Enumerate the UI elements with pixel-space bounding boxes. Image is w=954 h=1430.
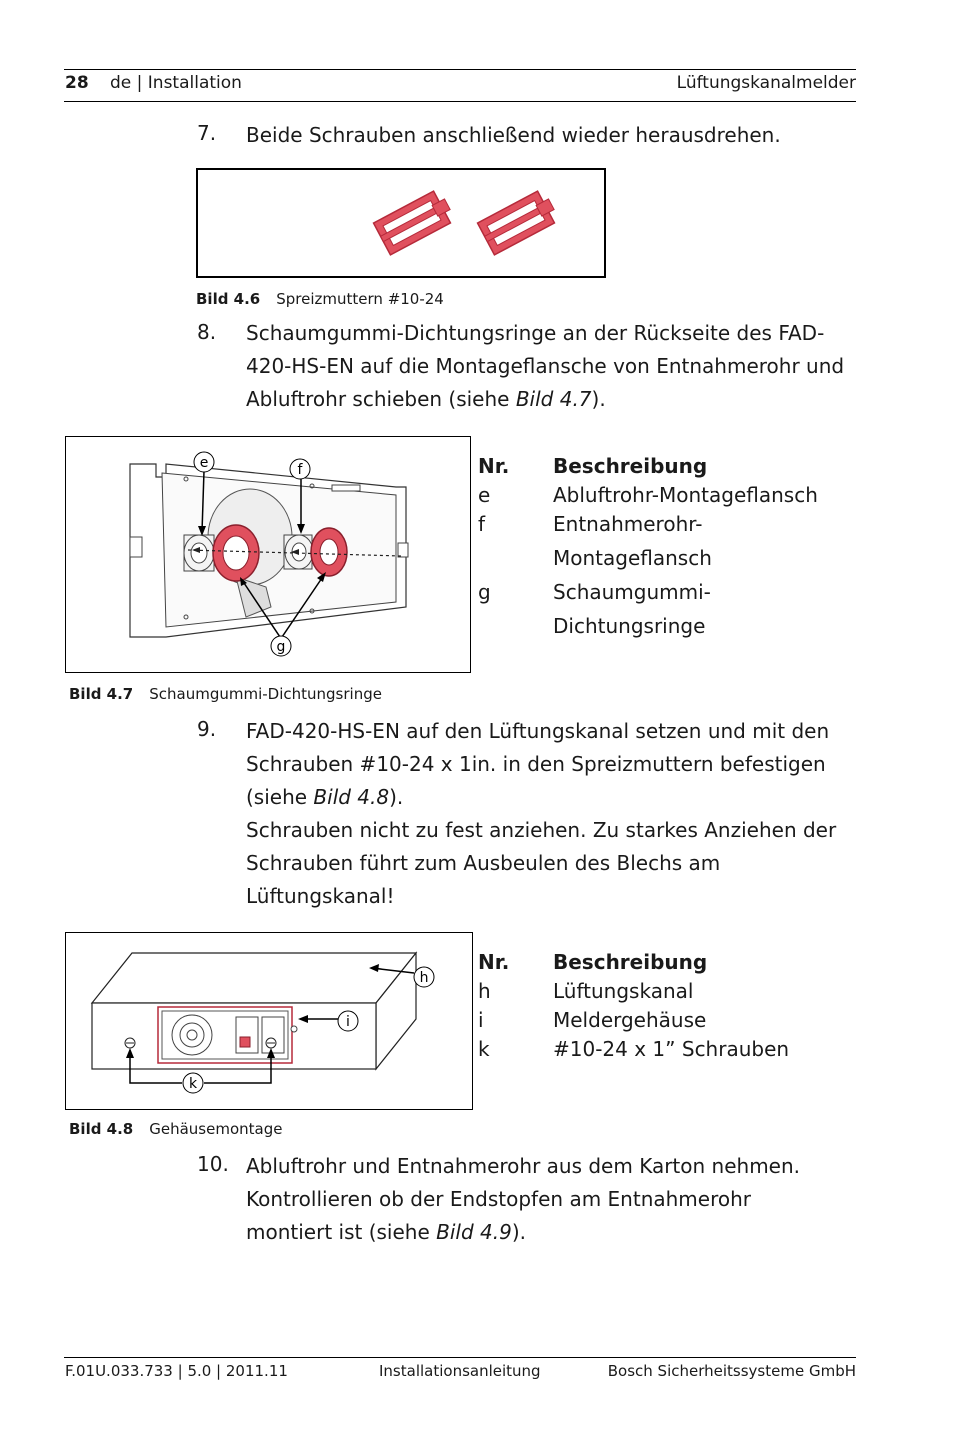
figure-4-7-title: Schaumgummi-Dichtungsringe xyxy=(149,685,382,703)
step-10-number: 10. xyxy=(197,1152,229,1176)
callout-i: i xyxy=(346,1014,350,1030)
figure-4-7-caption xyxy=(69,685,382,703)
callout-k: k xyxy=(188,1076,198,1092)
step-8-line-1: Schaumgummi-Dichtungsringe an der Rückseite des FAD- xyxy=(246,321,825,345)
callout-e: e xyxy=(199,455,209,471)
figure-4-8-image xyxy=(65,932,473,1110)
step-10-text xyxy=(246,1150,800,1249)
figure-4-7-label: Bild 4.7 xyxy=(69,685,134,703)
foam-rings-drawing xyxy=(66,437,470,672)
figure-reference: Bild 4.7 xyxy=(515,387,592,411)
figure-4-8-caption xyxy=(69,1120,282,1138)
step-8-line-3 xyxy=(246,383,844,416)
step-10-line-2: Kontrollieren ob der Endstopfen am Entnahmerohr xyxy=(246,1187,751,1211)
legend-value: Meldergehäuse xyxy=(553,1008,707,1032)
step-9-line-3-pre: (siehe xyxy=(246,785,314,809)
footer-doc-id: F.01U.033.733 | 5.0 | 2011.11 xyxy=(65,1362,288,1380)
footer-rule xyxy=(64,1357,856,1358)
step-10-line-3-pre: montiert ist (siehe xyxy=(246,1220,437,1244)
step-9-line-4: Schrauben nicht zu fest anziehen. Zu starkes Anziehen der xyxy=(246,818,837,842)
header-title: Lüftungskanalmelder xyxy=(676,73,856,93)
figure-4-6-label: Bild 4.6 xyxy=(196,290,261,308)
figure-4-6-title: Spreizmuttern #10-24 xyxy=(276,290,444,308)
footer-doc-type: Installationsanleitung xyxy=(379,1362,541,1380)
step-9-number: 9. xyxy=(197,717,217,741)
expansion-nut-left xyxy=(374,188,456,255)
figure-reference: Bild 4.9 xyxy=(436,1220,512,1244)
expansion-nut-right xyxy=(478,188,560,255)
header-rule-top xyxy=(64,69,856,70)
step-7-number: 7. xyxy=(197,121,217,145)
legend-value: Abluftrohr-Montageflansch xyxy=(553,483,818,507)
legend-header-nr: Nr. xyxy=(478,950,510,974)
figure-4-7-legend xyxy=(478,452,854,643)
legend-value: Schaumgummi-Dichtungsringe xyxy=(553,580,711,638)
step-8-line-3-post: ). xyxy=(591,387,606,411)
housing-mounting-drawing xyxy=(66,933,472,1109)
legend-key: g xyxy=(478,580,491,604)
page-number: 28 xyxy=(65,73,89,93)
header-section: de | Installation xyxy=(110,73,242,93)
step-9-line-5: Schrauben führt zum Ausbeulen des Blechs am xyxy=(246,851,721,875)
figure-4-8-legend xyxy=(478,948,854,1064)
legend-header-desc: Beschreibung xyxy=(553,454,708,478)
legend-key: k xyxy=(478,1037,490,1061)
legend-header-desc: Beschreibung xyxy=(553,950,708,974)
screw-right xyxy=(266,1038,276,1048)
legend-value: #10-24 x 1” Schrauben xyxy=(553,1037,790,1061)
step-9-line-6: Lüftungskanal! xyxy=(246,884,395,908)
legend-value: Entnahmerohr-Montageflansch xyxy=(553,512,712,570)
figure-4-7-image xyxy=(65,436,471,673)
figure-4-6-caption xyxy=(196,290,444,308)
step-8-text xyxy=(246,317,844,416)
figure-4-6-image xyxy=(196,168,606,278)
header-rule-bottom xyxy=(64,101,856,102)
step-9-line-1: FAD-420-HS-EN auf den Lüftungskanal setzen und mit den xyxy=(246,719,830,743)
callout-g: g xyxy=(276,639,286,655)
legend-key: e xyxy=(478,483,491,507)
step-10-line-1: Abluftrohr und Entnahmerohr aus dem Karton nehmen. xyxy=(246,1154,801,1178)
legend-key: f xyxy=(478,512,486,536)
legend-header-nr: Nr. xyxy=(478,454,510,478)
legend-value: Lüftungskanal xyxy=(553,979,694,1003)
expansion-nuts-drawing xyxy=(198,170,604,276)
step-8-line-3-pre: Abluftrohr schieben (siehe xyxy=(246,387,516,411)
screw-left xyxy=(125,1038,135,1048)
step-9-line-3-post: ). xyxy=(389,785,404,809)
figure-4-8-label: Bild 4.8 xyxy=(69,1120,134,1138)
step-7-text: Beide Schrauben anschließend wieder herausdrehen. xyxy=(246,123,781,147)
step-8-number: 8. xyxy=(197,320,217,344)
step-8-line-2: 420-HS-EN auf die Montageflansche von Entnahmerohr und xyxy=(246,354,845,378)
step-10-line-3 xyxy=(246,1216,800,1249)
callout-f: f xyxy=(297,462,303,478)
figure-reference: Bild 4.8 xyxy=(313,785,390,809)
step-10-line-3-post: ). xyxy=(511,1220,526,1244)
legend-key: h xyxy=(478,979,491,1003)
legend-key: i xyxy=(478,1008,484,1032)
callout-h: h xyxy=(419,970,429,986)
step-9-line-3 xyxy=(246,781,836,814)
step-9-text xyxy=(246,715,836,913)
step-9-line-2: Schrauben #10-24 x 1in. in den Spreizmuttern befestigen xyxy=(246,752,826,776)
figure-4-8-title: Gehäusemontage xyxy=(149,1120,283,1138)
footer-company: Bosch Sicherheitssysteme GmbH xyxy=(607,1362,856,1380)
